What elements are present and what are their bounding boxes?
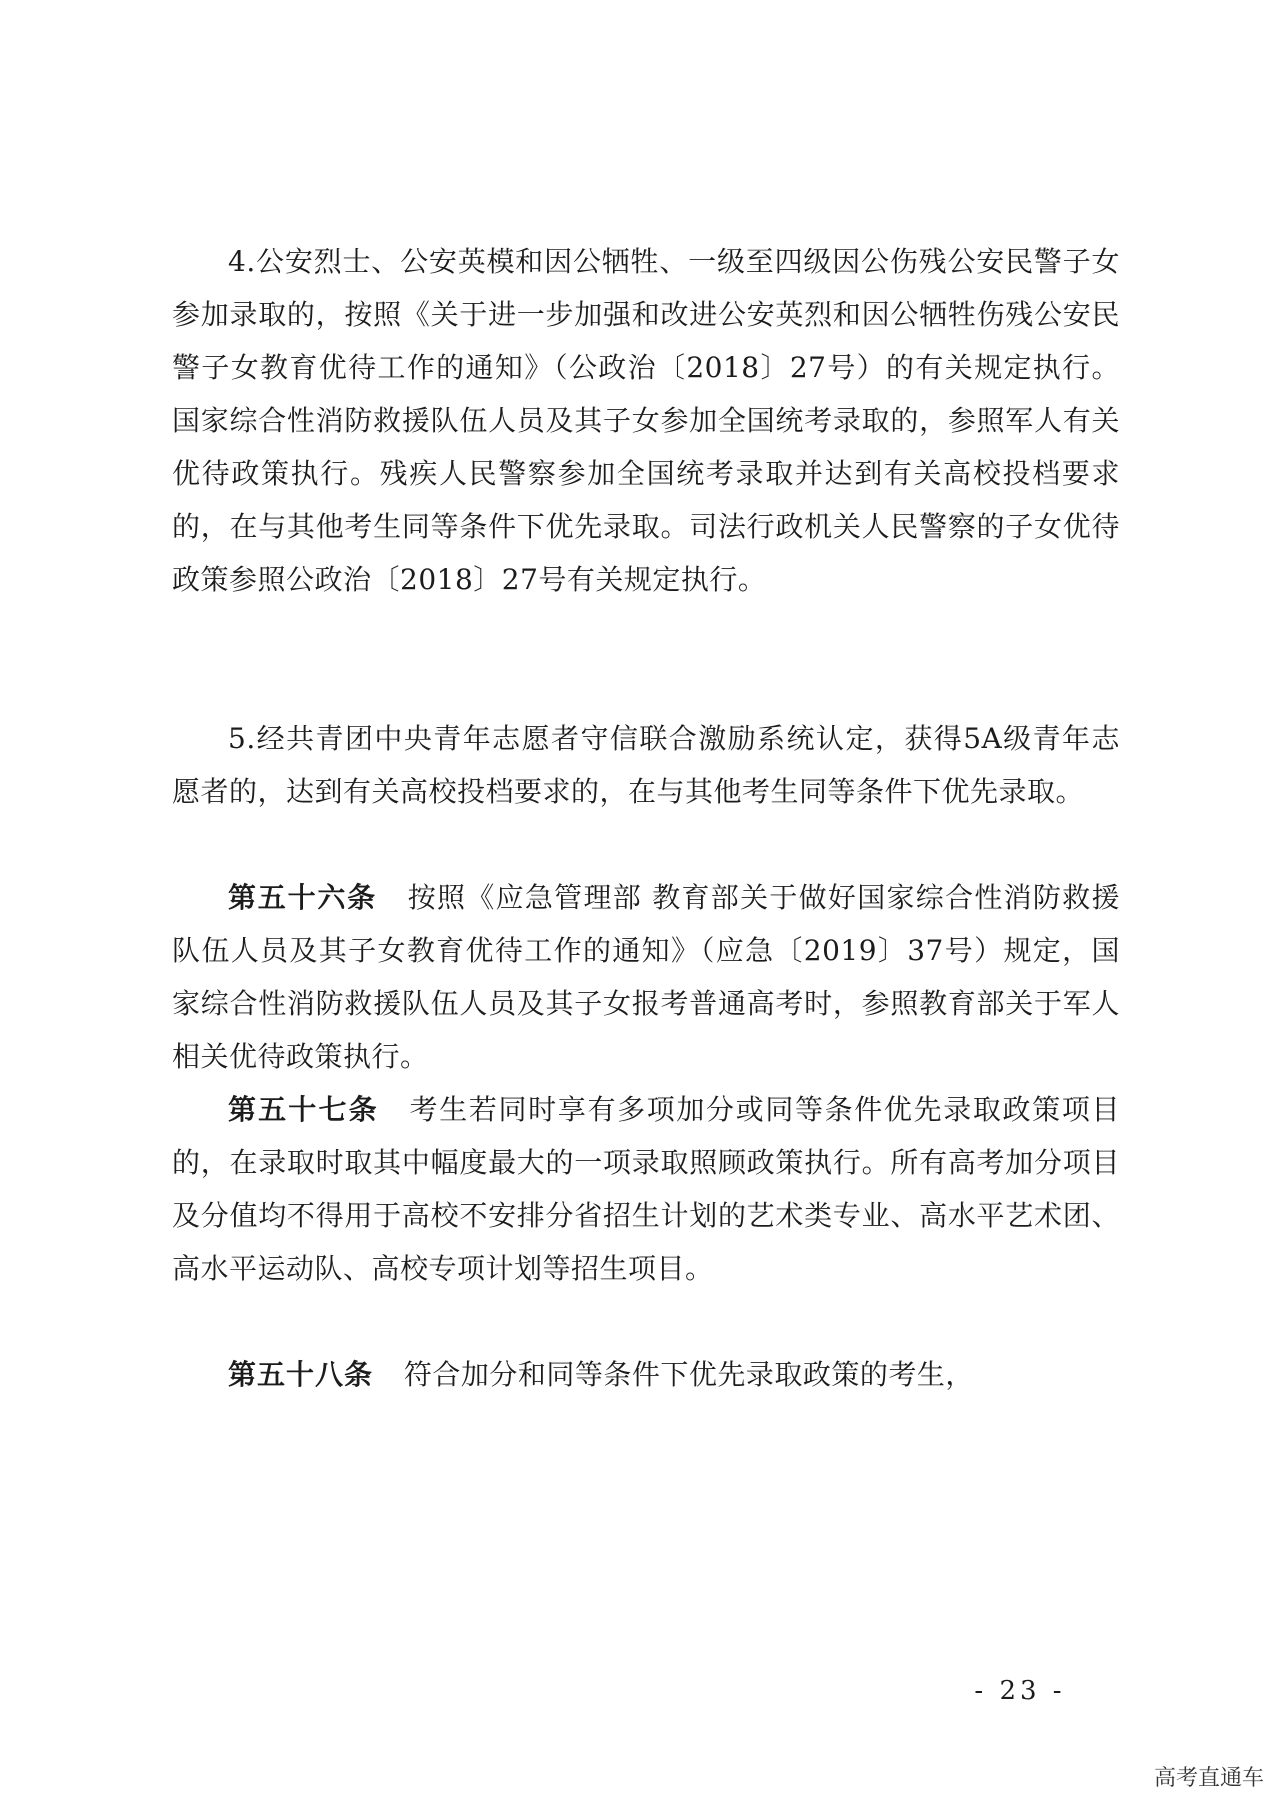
- paragraph-item-4: 4.公安烈士、公安英模和因公牺牲、一级至四级因公伤残公安民警子女参加录取的，按照《关于进一步加强和改进公安英烈和因公牺牲伤残公安民警子女教育优待工作的通知》（公政治〔2018〕27号）的有关规定执行。国家综合性消防救援队伍人员及其子女参加全国统考录取的，参照军人有关优待政策执行。残疾人民警察参加全国统考录取并达到有关高校投档要求的，在与其他考生同等条件下优先录取。司法行政机关人民警察的子女优待政策参照公政治〔2018〕27号有关规定执行。: [172, 245, 1120, 596]
- page-number: - 23 -: [974, 1676, 1066, 1706]
- watermark-label: 高考直通车: [1153, 1766, 1264, 1791]
- article-58-heading: 第五十八条: [228, 1358, 374, 1391]
- article-57: [172, 1083, 1120, 1348]
- article-56-text: 按照《应急管理部 教育部关于做好国家综合性消防救援队伍人员及其子女教育优待工作的通知》（应急〔2019〕37号）规定，国家综合性消防救援队伍人员及其子女报考普通高考时，参照教育部关于军人相关优待政策执行。: [172, 881, 1120, 1073]
- article-58: [172, 1348, 1120, 1401]
- article-58-text: 符合加分和同等条件下优先录取政策的考生，: [403, 1358, 974, 1391]
- article-56: [172, 871, 1120, 1083]
- document-body: [172, 235, 1120, 1401]
- article-56-heading: 第五十六条: [228, 881, 377, 914]
- article-57-text: 考生若同时享有多项加分或同等条件优先录取政策项目的，在录取时取其中幅度最大的一项录取照顾政策执行。所有高考加分项目及分值均不得用于高校不安排分省招生计划的艺术类专业、高水平艺术团、高水平运动队、高校专项计划等招生项目。: [172, 1093, 1120, 1285]
- article-57-heading: 第五十七条: [228, 1093, 379, 1126]
- paragraph-item-5: 5.经共青团中央青年志愿者守信联合激励系统认定，获得5A级青年志愿者的，达到有关高校投档要求的，在与其他考生同等条件下优先录取。: [172, 722, 1120, 808]
